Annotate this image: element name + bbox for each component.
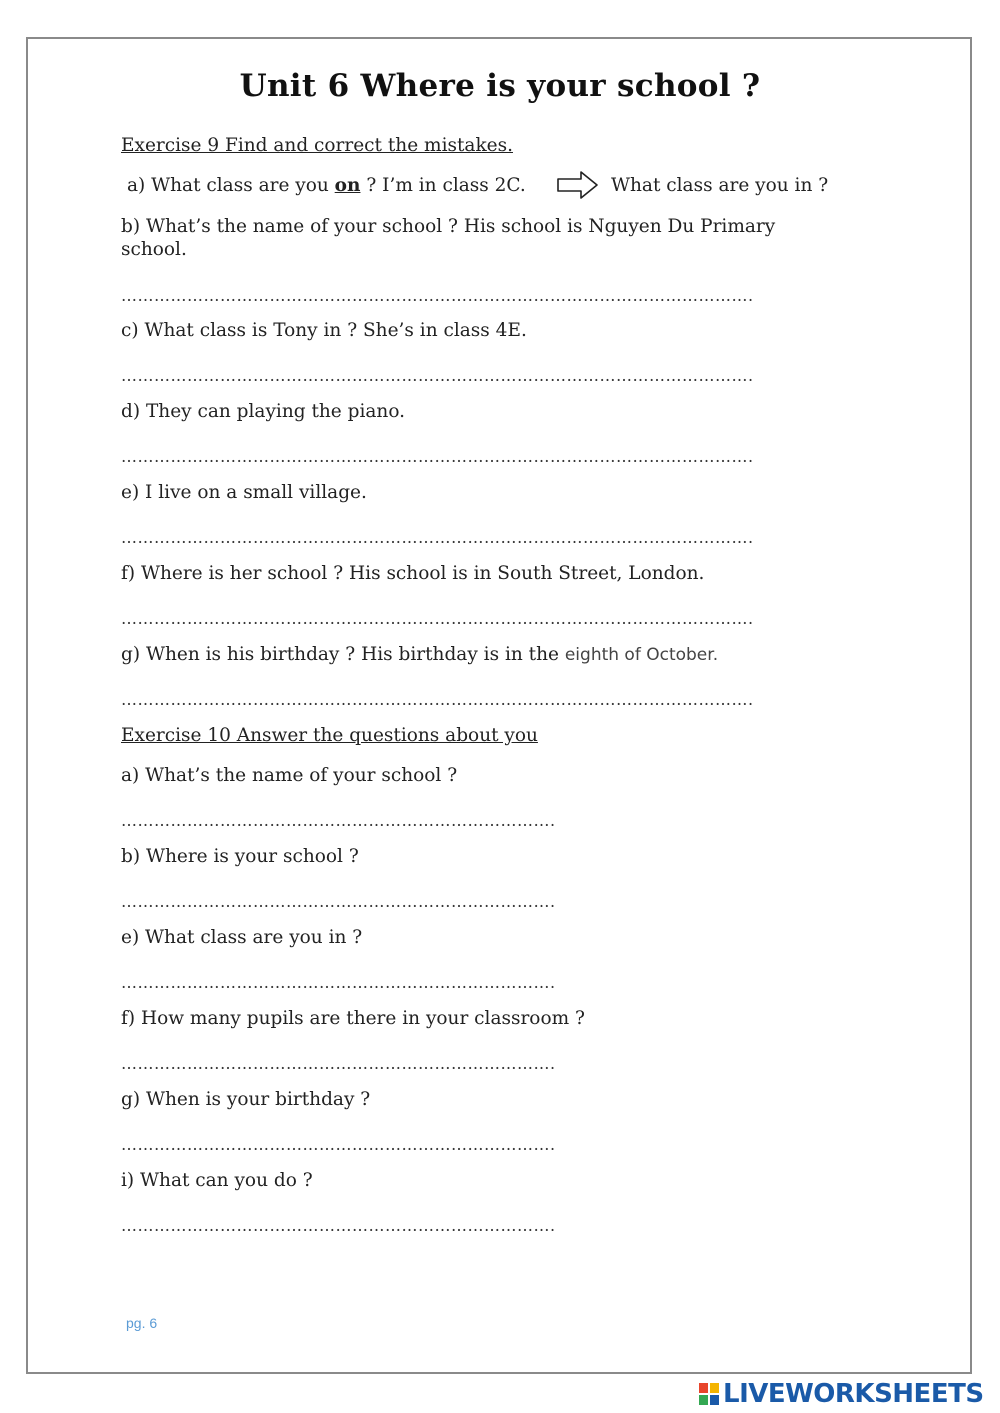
ex10-i-answer-blank[interactable]: …………………………………………………………………….: [121, 1216, 556, 1235]
ex10-e-answer-blank[interactable]: …………………………………………………………………….: [121, 973, 556, 992]
ex9-f-answer-blank[interactable]: …………………………………………………………………………………………………….: [121, 609, 754, 628]
ex9-c-answer-blank[interactable]: …………………………………………………………………………………………………….: [121, 366, 754, 385]
ex9-a-mistake: on: [334, 175, 361, 196]
right-arrow-icon: [557, 170, 599, 200]
liveworksheets-logo-icon: [698, 1381, 720, 1407]
page-title: Unit 6 Where is your school ?: [239, 68, 761, 104]
ex10-a-answer-blank[interactable]: …………………………………………………………………….: [121, 811, 556, 830]
ex9-g-answer-blank[interactable]: …………………………………………………………………………………………………….: [121, 690, 754, 709]
ex9-item-g: [121, 644, 718, 665]
brand-name: LIVEWORKSHEETS: [723, 1379, 984, 1409]
ex9-b-answer-blank[interactable]: …………………………………………………………………………………………………….: [121, 286, 754, 305]
ex10-g-answer-blank[interactable]: …………………………………………………………………….: [121, 1135, 556, 1154]
exercise-9-heading: Exercise 9 Find and correct the mistakes.: [121, 135, 513, 156]
ex9-d-answer-blank[interactable]: …………………………………………………………………………………………………….: [121, 447, 754, 466]
ex10-b-answer-blank[interactable]: …………………………………………………………………….: [121, 892, 556, 911]
ex10-item-i: i) What can you do ?: [121, 1170, 313, 1191]
ex10-item-g: g) When is your birthday ?: [121, 1089, 371, 1110]
ex9-a-before: a) What class are you: [127, 175, 335, 196]
exercise-10-heading: Exercise 10 Answer the questions about you: [121, 725, 538, 746]
ex9-item-b: b) What’s the name of your school ? His school is Nguyen Du Primary school.: [121, 216, 776, 260]
ex10-item-a: a) What’s the name of your school ?: [121, 765, 458, 786]
ex10-item-f: f) How many pupils are there in your classroom ?: [121, 1008, 585, 1029]
ex10-item-b: b) Where is your school ?: [121, 846, 359, 867]
ex10-item-e: e) What class are you in ?: [121, 927, 363, 948]
ex10-f-answer-blank[interactable]: …………………………………………………………………….: [121, 1054, 556, 1073]
ex9-item-c: c) What class is Tony in ? She’s in class 4E.: [121, 320, 527, 341]
ex9-item-f: f) Where is her school ? His school is in South Street, London.: [121, 563, 705, 584]
ex9-a-after: ? I’m in class 2C.: [360, 175, 526, 196]
liveworksheets-brand[interactable]: [698, 1378, 984, 1410]
ex9-g-tail: eighth of October.: [564, 645, 719, 665]
ex9-item-a: [127, 175, 526, 196]
page-number: pg. 6: [126, 1315, 158, 1331]
ex9-a-answer: What class are you in ?: [611, 175, 829, 196]
ex9-item-d: d) They can playing the piano.: [121, 401, 406, 422]
ex9-e-answer-blank[interactable]: …………………………………………………………………………………………………….: [121, 528, 754, 547]
ex9-g-main: g) When is his birthday ? His birthday is in the: [121, 644, 565, 665]
ex9-item-e: e) I live on a small village.: [121, 482, 367, 503]
